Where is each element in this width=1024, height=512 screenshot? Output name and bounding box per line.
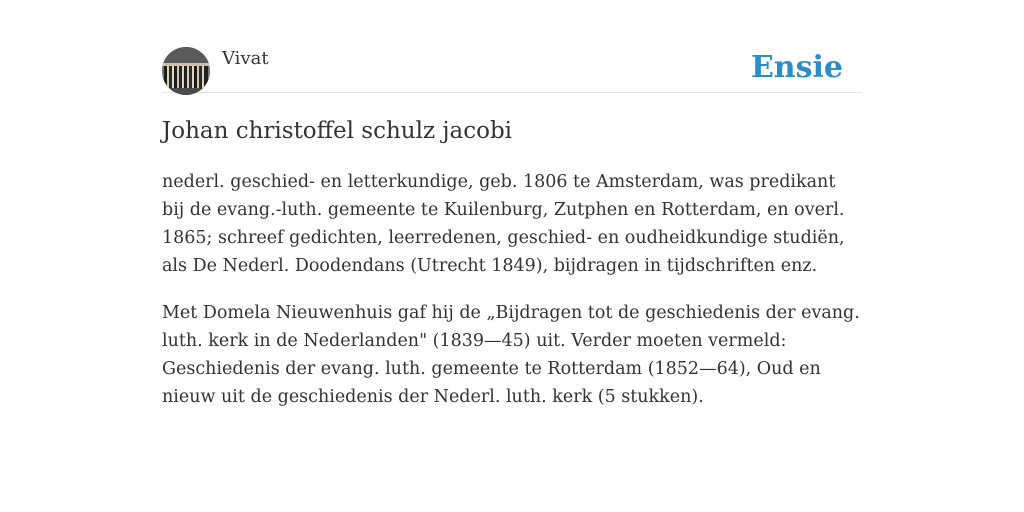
article-body [162,168,862,430]
page-title: Johan christoffel schulz jacobi [162,118,513,144]
book-spines-icon [162,47,210,95]
article-paragraph: nederl. geschied- en letterkundige, geb. 1806 te Amsterdam, was predikant bij de evang.-luth. gemeente te Kuilenburg, Zutphen en Rotterdam, en overl. 1865; schreef gedichten, leerredenen, geschied- en oudheidkundige studiën, als De Nederl. Doodendans (Utrecht 1849), bijdragen in tijdschriften enz. [162,172,845,276]
article-paragraph: Met Domela Nieuwenhuis gaf hij de „Bijdragen tot de geschiedenis der evang. luth. kerk in de Nederlanden" (1839—45) uit. Verder moeten vermeld: Geschiedenis der evang. luth. gemeente te Rotterdam (1852—64), Oud en nieuw uit de geschiedenis der Nederl. luth. kerk (5 stukken). [162,303,860,407]
source-avatar[interactable] [162,47,210,95]
brand-logo-link[interactable]: Ensie [750,50,843,85]
page-header [162,46,862,93]
source-name-link[interactable]: Vivat [222,48,269,69]
